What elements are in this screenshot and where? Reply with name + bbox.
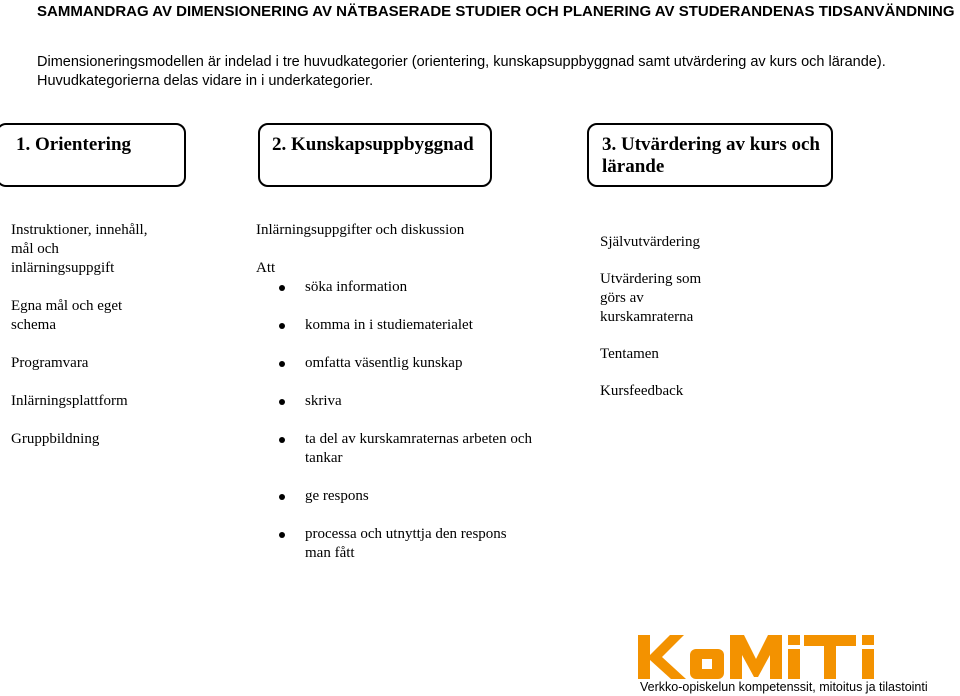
logo-tagline: Verkko-opiskelun kompetenssit, mitoitus ja tilastointi bbox=[640, 680, 928, 694]
bullet-icon bbox=[279, 285, 285, 291]
page-title: SAMMANDRAG AV DIMENSIONERING AV NÄTBASERADE STUDIER OCH PLANERING AV STUDERANDENAS TIDSANVÄNDNING bbox=[37, 3, 955, 20]
bullet-icon bbox=[279, 361, 285, 367]
list-item-label: söka information bbox=[305, 279, 408, 295]
list-item: Programvara bbox=[11, 355, 89, 371]
category-box-kunskapsuppbyggnad bbox=[258, 123, 492, 187]
category-label: 3. Utvärdering av kurs och bbox=[602, 134, 820, 155]
list-item: Utvärdering som görs av kurskamraterna bbox=[600, 271, 702, 325]
kunskapsuppbyggnad-column bbox=[256, 221, 556, 563]
category-box-orientering bbox=[0, 123, 186, 187]
list-item-label: ta del av kurskamraternas arbeten och tankar bbox=[305, 431, 532, 466]
list-item-label: skriva bbox=[305, 393, 342, 409]
list-item: Tentamen bbox=[600, 346, 659, 362]
list-item bbox=[256, 354, 533, 373]
bullet-icon bbox=[279, 399, 285, 405]
bullet-icon bbox=[279, 494, 285, 500]
list-item: Instruktioner, innehåll, mål och inlärningsuppgift bbox=[11, 222, 148, 276]
intro-text bbox=[37, 53, 937, 91]
utvardering-column bbox=[600, 233, 800, 419]
list-item: Kursfeedback bbox=[600, 383, 684, 399]
list-item bbox=[256, 392, 533, 411]
list-item: Inlärningsplattform bbox=[11, 393, 128, 409]
list-item bbox=[256, 316, 533, 335]
column-heading: Inlärningsuppgifter och diskussion bbox=[256, 222, 465, 238]
bullet-icon bbox=[279, 323, 285, 329]
bullet-icon bbox=[279, 532, 285, 538]
list-item-label: omfatta väsentlig kunskap bbox=[305, 355, 463, 371]
category-label-line-2: lärande bbox=[602, 156, 665, 177]
list-item-label: komma in i studiematerialet bbox=[305, 317, 473, 333]
bullet-icon bbox=[279, 437, 285, 443]
list-item: Egna mål och eget schema bbox=[11, 298, 123, 333]
list-item bbox=[256, 430, 533, 468]
category-label: 2. Kunskapsuppbyggnad bbox=[272, 134, 474, 155]
intro-line-1: Dimensioneringsmodellen är indelad i tre huvudkategorier (orientering, kunskapsuppbyggnad samt utvärdering av kurs och lärande). bbox=[37, 54, 886, 70]
bullet-list bbox=[256, 278, 556, 563]
list-item bbox=[256, 278, 533, 297]
list-item-label: processa och utnyttja den respons man fått bbox=[305, 526, 507, 561]
category-label: 1. Orientering bbox=[16, 134, 132, 155]
list-item-label: ge respons bbox=[305, 488, 369, 504]
list-item: Gruppbildning bbox=[11, 431, 100, 447]
list-item bbox=[256, 487, 533, 506]
orientering-column bbox=[11, 221, 211, 468]
list-item bbox=[256, 525, 533, 563]
list-item: Självutvärdering bbox=[600, 234, 700, 250]
category-box-utvardering bbox=[587, 123, 833, 187]
intro-line-2: Huvudkategorierna delas vidare in i underkategorier. bbox=[37, 73, 374, 89]
column-subheading: Att bbox=[256, 260, 276, 276]
